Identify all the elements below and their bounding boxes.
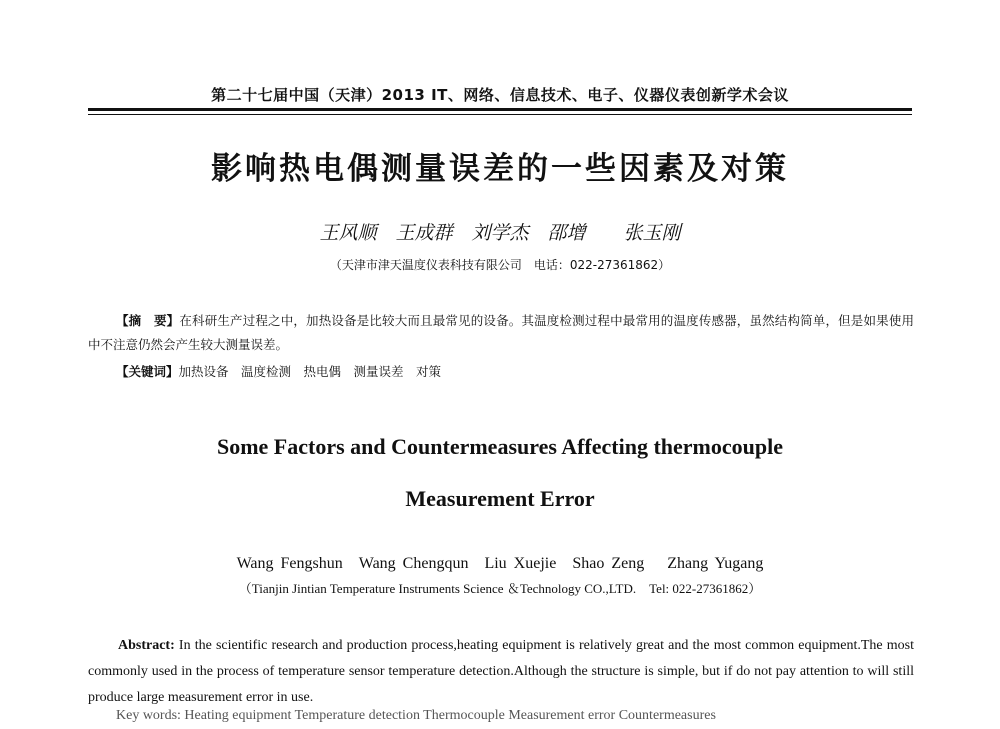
abstract-cn: [88, 309, 914, 357]
paper-title-en-line2: Measurement Error: [405, 486, 595, 511]
abstract-cn-text: 在科研生产过程之中，加热设备是比较大而且最常见的设备。其温度检测过程中最常用的温度传感器，虽然结构简单，但是如果使用中不注意仍然会产生较大测量误差。: [88, 313, 914, 352]
keywords-cn-text: 加热设备 温度检测 热电偶 测量误差 对策: [178, 364, 442, 379]
abstract-en-label: Abstract:: [118, 638, 175, 653]
header-rule-thin: [88, 114, 912, 115]
keywords-cn-label: 【关键词】: [116, 364, 179, 379]
affiliation-cn: （天津市津天温度仪表科技有限公司 电话：022-27361862）: [329, 258, 671, 272]
keywords-cn: [116, 362, 896, 382]
authors-cn: 王风顺 王成群 刘学杰 邵增 张玉刚: [319, 222, 681, 244]
paper-title-en-line1: Some Factors and Countermeasures Affecting thermocouple: [216, 434, 783, 459]
header-rule-thick: [88, 108, 912, 111]
abstract-cn-label: 【摘 要】: [116, 313, 180, 328]
authors-en: Wang Fengshun Wang Chengqun Liu Xuejie Shao Zeng Zhang Yugang: [236, 555, 764, 572]
conference-header: 第二十七届中国（天津）2013 IT、网络、信息技术、电子、仪器仪表创新学术会议: [211, 86, 789, 104]
affiliation-en: （Tianjin Jintian Temperature Instruments Science ＆Technology CO.,LTD. Tel: 022-27361862）: [238, 581, 762, 596]
keywords-en-cutoff: Key words: Heating equipment Temperature detection Thermocouple Measurement error Countermeasures: [116, 708, 716, 723]
abstract-en-text: In the scientific research and production process,heating equipment is relatively great and the most common equipment.The most commonly used in the process of temperature sensor temperature detection.Although the structure is simple, but if do not pay attention to will still produce large measurement error in use.: [88, 638, 915, 705]
paper-title-cn: 影响热电偶测量误差的一些因素及对策: [211, 151, 789, 187]
abstract-en: [88, 633, 914, 711]
